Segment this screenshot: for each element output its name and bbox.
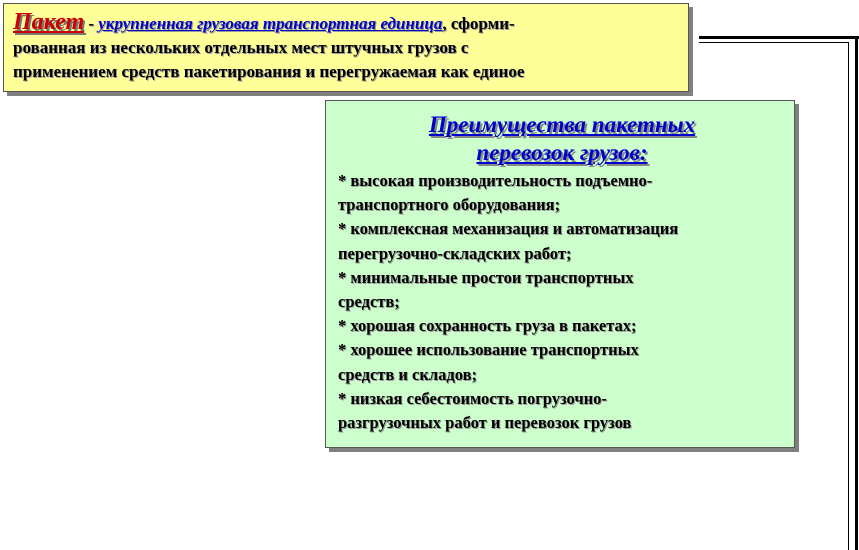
definition-line-1 <box>13 10 680 36</box>
advantages-title <box>338 111 786 167</box>
definition-emphasis: укрупненная грузовая транспортная единица <box>98 14 443 33</box>
definition-line-2: рованная из нескольких отдельных мест штучных грузов с <box>13 38 469 57</box>
advantages-line: средств; <box>338 292 400 312</box>
advantages-title-line-2: перевозок грузов: <box>476 140 648 165</box>
definition-term: Пакет <box>13 9 85 35</box>
definition-rest-line-1: , сформи- <box>442 14 515 33</box>
definition-box <box>3 3 689 92</box>
frame-right-line-outer <box>855 36 858 550</box>
frame-right-line-inner <box>848 42 849 550</box>
advantages-box <box>325 100 795 448</box>
frame-top-line-inner <box>699 42 849 43</box>
advantages-line: * низкая себестоимость погрузочно- <box>338 388 607 408</box>
advantages-line: * минимальные простои транспортных <box>338 267 634 287</box>
advantages-title-line-1: Преимущества пакетных <box>428 112 696 137</box>
advantages-line: * хорошая сохранность груза в пакетах; <box>338 316 637 336</box>
advantages-line: * высокая производительность подъемно- <box>338 171 653 190</box>
advantages-line: перегрузочно-складских работ; <box>338 243 572 263</box>
advantages-line: разгрузочных работ и перевозок грузов <box>338 413 632 433</box>
advantages-line: средств и складов; <box>338 364 477 384</box>
advantages-line: транспортного оборудования; <box>338 195 561 215</box>
frame-top-line-outer <box>699 36 859 39</box>
definition-dash: - <box>84 14 99 33</box>
advantages-list <box>338 169 786 435</box>
advantages-line: * комплексная механизация и автоматизация <box>338 219 679 239</box>
advantages-line: * хорошее использование транспортных <box>338 340 639 360</box>
definition-line-3: применением средств пакетирования и перегружаемая как единое <box>13 62 525 81</box>
